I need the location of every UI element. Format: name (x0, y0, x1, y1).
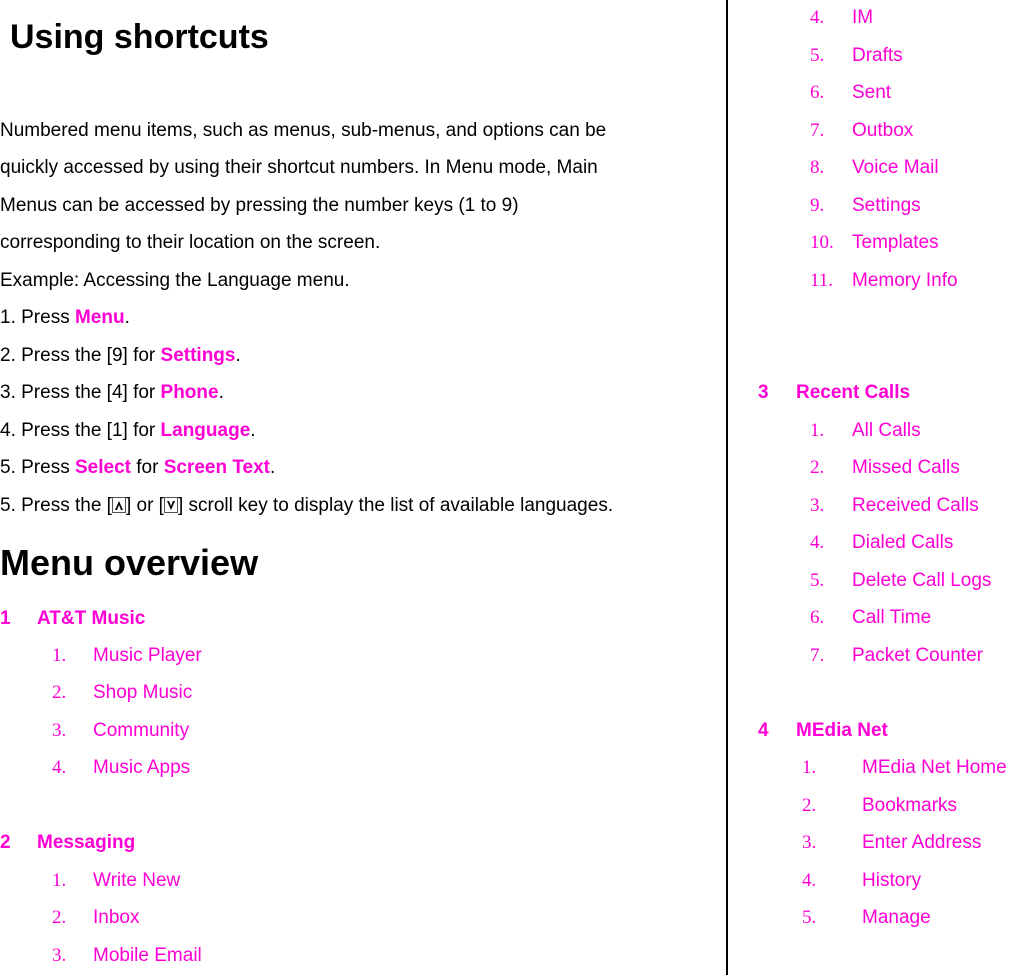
section-4-item-2-number: 2. (802, 795, 817, 816)
step-5: 5. Press Select for Screen Text. (0, 457, 276, 478)
section-2-item-11-number: 11. (810, 270, 834, 291)
section-4-item-4: History (862, 870, 922, 891)
section-2-item-4-number: 4. (810, 7, 825, 28)
key-label-select: Select (74, 457, 131, 478)
section-4-item-3-number: 3. (802, 832, 817, 853)
section-2-item-2: Inbox (93, 907, 140, 928)
section-2-item-8-number: 8. (810, 157, 825, 178)
step-scroll: 5. Press the [ ] or [ ] scroll key to display the list of available languages. (0, 495, 614, 516)
section-3-item-1: All Calls (852, 420, 921, 441)
section-4-item-4-number: 4. (802, 870, 817, 891)
section-1-item-4-number: 4. (52, 757, 67, 778)
section-2-item-8: Voice Mail (852, 157, 939, 178)
section-3-item-5: Delete Call Logs (852, 570, 992, 591)
section-1-item-2-number: 2. (52, 682, 67, 703)
step-1: 1. Press Menu. (0, 307, 130, 328)
section-2-item-9: Settings (852, 195, 921, 216)
section-1-item-1: Music Player (93, 645, 202, 666)
section-4-item-3: Enter Address (862, 832, 982, 853)
section-4-item-5: Manage (862, 907, 931, 928)
section-2-item-1: Write New (93, 870, 181, 891)
section-3-item-3: Received Calls (852, 495, 979, 516)
section-2-item-7-number: 7. (810, 120, 825, 141)
section-1-item-3-number: 3. (52, 720, 67, 741)
section-3-item-2-number: 2. (810, 457, 825, 478)
section-2-item-10: Templates (852, 232, 939, 253)
intro-line-3: Menus can be accessed by pressing the number keys (1 to 9) (0, 195, 519, 216)
section-3-item-4-number: 4. (810, 532, 825, 553)
section-1-item-1-number: 1. (52, 645, 67, 666)
overview-heading: Menu overview (0, 542, 259, 583)
intro-line-4: corresponding to their location on the screen. (0, 232, 381, 253)
down-arrow-key-icon (164, 497, 178, 513)
section-2-item-2-number: 2. (52, 907, 67, 928)
section-2-item-5-number: 5. (810, 45, 825, 66)
section-2-item-7: Outbox (852, 120, 914, 141)
step-3: 3. Press the [4] for Phone. (0, 382, 224, 403)
section-3-item-3-number: 3. (810, 495, 825, 516)
key-label-language: Language (160, 420, 251, 441)
section-1-title: AT&T Music (37, 608, 146, 629)
example-line: Example: Accessing the Language menu. (0, 270, 350, 291)
key-label-phone: Phone (160, 382, 219, 403)
section-3-number: 3 (758, 382, 769, 403)
section-1-item-4: Music Apps (93, 757, 191, 778)
section-2-item-6: Sent (852, 82, 892, 103)
section-2-item-4: IM (852, 7, 874, 28)
section-3-item-7: Packet Counter (852, 645, 983, 666)
section-3-item-7-number: 7. (810, 645, 825, 666)
section-2-item-1-number: 1. (52, 870, 67, 891)
section-2-number: 2 (0, 832, 11, 853)
section-4-item-5-number: 5. (802, 907, 817, 928)
section-1-number: 1 (0, 608, 11, 629)
up-arrow-key-icon (112, 497, 126, 513)
section-4-item-2: Bookmarks (862, 795, 958, 816)
step-4: 4. Press the [1] for Language. (0, 420, 256, 441)
section-3-item-6-number: 6. (810, 607, 825, 628)
section-4-number: 4 (758, 720, 769, 741)
section-4-item-1: MEdia Net Home (862, 757, 1007, 778)
section-3-item-1-number: 1. (810, 420, 825, 441)
section-3-item-4: Dialed Calls (852, 532, 954, 553)
section-2-item-6-number: 6. (810, 82, 825, 103)
intro-line-2: quickly accessed by using their shortcut numbers. In Menu mode, Main (0, 157, 598, 178)
section-3-item-6: Call Time (852, 607, 932, 628)
section-2-item-5: Drafts (852, 45, 903, 66)
section-4-item-1-number: 1. (802, 757, 817, 778)
section-3-title: Recent Calls (796, 382, 911, 403)
section-1-item-2: Shop Music (93, 682, 193, 703)
section-2-item-11: Memory Info (852, 270, 958, 291)
key-label-settings: Settings (160, 345, 236, 366)
section-3-item-2: Missed Calls (852, 457, 960, 478)
section-2-item-10-number: 10. (810, 232, 834, 253)
key-label-menu: Menu (74, 307, 125, 328)
section-2-item-3-number: 3. (52, 945, 67, 966)
section-4-title: MEdia Net (796, 720, 888, 741)
section-2-title: Messaging (37, 832, 136, 853)
column-divider (726, 0, 728, 975)
section-3-item-5-number: 5. (810, 570, 825, 591)
section-1-item-3: Community (93, 720, 190, 741)
section-2-item-9-number: 9. (810, 195, 825, 216)
section-2-item-3: Mobile Email (93, 945, 202, 966)
page-title: Using shortcuts (10, 18, 269, 56)
key-label-screen-text: Screen Text (163, 457, 271, 478)
intro-line-1: Numbered menu items, such as menus, sub-menus, and options can be (0, 120, 607, 141)
step-2: 2. Press the [9] for Settings. (0, 345, 241, 366)
